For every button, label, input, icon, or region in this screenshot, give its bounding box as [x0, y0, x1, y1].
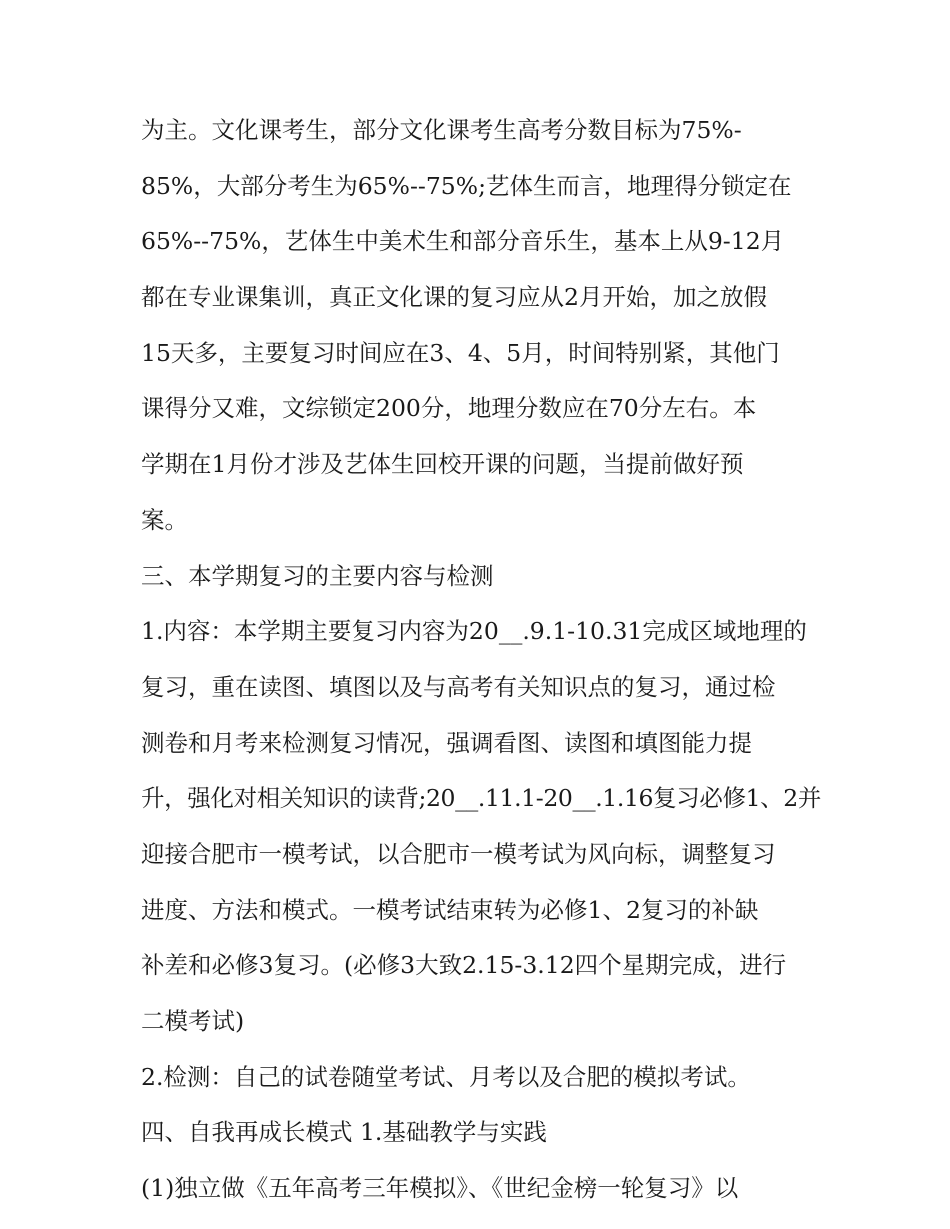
paragraph-line: 复习，重在读图、填图以及与高考有关知识点的复习，通过检	[141, 672, 776, 701]
paragraph-line: 为主。文化课考生，部分文化课考生高考分数目标为75%-	[141, 116, 742, 144]
paragraph-line: 1.内容：本学期主要复习内容为20__.9.1-10.31完成区域地理的	[141, 617, 807, 646]
paragraph-line: 迎接合肥市一模考试，以合肥市一模考试为风向标，调整复习	[141, 839, 776, 868]
paragraph-line: 测卷和月考来检测复习情况，强调看图、读图和填图能力提	[141, 728, 752, 757]
paragraph-line: 都在专业课集训，真正文化课的复习应从2月开始，加之放假	[141, 283, 767, 312]
paragraph-line: 85%，大部分考生为65%--75%;艺体生而言，地理得分锁定在	[141, 171, 792, 200]
paragraph-line: 二模考试)	[141, 1007, 245, 1035]
paragraph-line: 进度、方法和模式。一模考试结束转为必修1、2复习的补缺	[141, 895, 759, 924]
paragraph-line: (1)独立做《五年高考三年模拟》、《世纪金榜一轮复习》以	[141, 1174, 739, 1203]
document-body	[141, 103, 821, 1217]
paragraph-line: 案。	[141, 505, 188, 534]
paragraph-line: 升，强化对相关知识的读背;20__.11.1-20__.1.16复习必修1、2并	[141, 784, 821, 813]
paragraph-line: 学期在1月份才涉及艺体生回校开课的问题，当提前做好预	[141, 450, 744, 479]
section-heading: 四、自我再成长模式 1.基础教学与实践	[141, 1118, 547, 1147]
paragraph-line: 65%--75%，艺体生中美术生和部分音乐生，基本上从9-12月	[141, 227, 785, 256]
paragraph-line: 课得分又难，文综锁定200分，地理分数应在70分左右。本	[141, 394, 757, 423]
paragraph-line: 补差和必修3复习。(必修3大致2.15-3.12四个星期完成，进行	[141, 951, 787, 980]
paragraph-line: 15天多，主要复习时间应在3、4、5月，时间特别紧，其他门	[141, 338, 780, 367]
paragraph-line: 2.检测：自己的试卷随堂考试、月考以及合肥的模拟考试。	[141, 1062, 751, 1091]
section-heading: 三、本学期复习的主要内容与检测	[141, 561, 494, 590]
